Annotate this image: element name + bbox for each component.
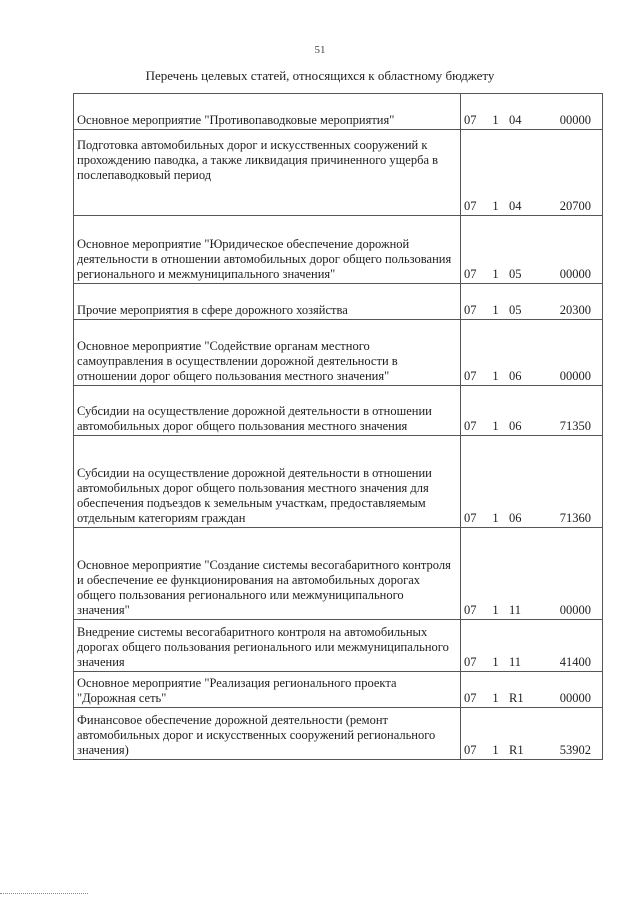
code-direction: 00000 [559, 603, 591, 617]
code-subprogram: 1 [492, 369, 499, 383]
code-event: R1 [509, 691, 524, 705]
article-name-cell [74, 620, 461, 672]
code-program: 07 [464, 267, 477, 281]
code-direction: 71360 [559, 511, 591, 525]
code-direction: 00000 [559, 267, 591, 281]
code-program: 07 [464, 369, 477, 383]
code-event: 05 [509, 267, 522, 281]
table-row [74, 386, 603, 436]
code-event: 04 [509, 199, 522, 213]
article-code-cell [461, 284, 603, 320]
article-name: Подготовка автомобильных дорог и искусственных сооружений к прохождению паводка, а также ликвидация причиненного ущерба в послепаводковый период [77, 138, 439, 182]
article-name-cell [74, 708, 461, 760]
article-name: Финансовое обеспечение дорожной деятельности (ремонт автомобильных дорог и искусственных сооружений регионального значения) [77, 713, 436, 757]
table-row [74, 620, 603, 672]
code-event: 11 [509, 655, 522, 669]
article-code-cell [461, 130, 603, 216]
article-name: Основное мероприятие "Создание системы весогабаритного контроля и обеспечение ее функционирования на автомобильных дорогах общего пользования регионального или межмуниципального значения" [77, 558, 451, 617]
article-name-cell [74, 284, 461, 320]
article-name-cell [74, 94, 461, 130]
table-row [74, 528, 603, 620]
article-name: Основное мероприятие "Противопаводковые мероприятия" [77, 113, 395, 127]
article-name: Субсидии на осуществление дорожной деятельности в отношении автомобильных дорог общего пользования местного значения [77, 404, 432, 433]
article-code-cell [461, 436, 603, 528]
article-code-cell [461, 216, 603, 284]
code-direction: 41400 [559, 655, 591, 669]
code-subprogram: 1 [492, 603, 499, 617]
code-direction: 20700 [559, 199, 591, 213]
code-program: 07 [464, 655, 477, 669]
article-code-cell [461, 528, 603, 620]
code-subprogram: 1 [492, 199, 499, 213]
table-row [74, 94, 603, 130]
article-name-cell [74, 672, 461, 708]
code-subprogram: 1 [492, 419, 499, 433]
article-code-cell [461, 672, 603, 708]
table-row [74, 130, 603, 216]
table-row [74, 436, 603, 528]
article-name-cell [74, 216, 461, 284]
table-row [74, 216, 603, 284]
code-event: 04 [509, 113, 522, 127]
code-subprogram: 1 [492, 655, 499, 669]
article-code-cell [461, 386, 603, 436]
code-program: 07 [464, 419, 477, 433]
code-direction: 71350 [559, 419, 591, 433]
code-subprogram: 1 [492, 511, 499, 525]
article-code-cell [461, 620, 603, 672]
table-row [74, 708, 603, 760]
code-program: 07 [464, 511, 477, 525]
article-name: Основное мероприятие "Содействие органам местного самоуправления в осуществлении дорожной деятельности в отношении дорог общего пользования местного значения" [77, 339, 398, 383]
article-code-cell [461, 320, 603, 386]
target-articles-table [73, 93, 603, 760]
code-program: 07 [464, 603, 477, 617]
article-name: Прочие мероприятия в сфере дорожного хозяйства [77, 303, 348, 317]
footer-divider [0, 893, 88, 894]
code-event: 11 [509, 603, 522, 617]
code-event: 05 [509, 303, 522, 317]
code-program: 07 [464, 199, 477, 213]
article-code-cell [461, 94, 603, 130]
article-name-cell [74, 320, 461, 386]
article-name: Основное мероприятие "Юридическое обеспечение дорожной деятельности в отношении автомобильных дорог общего пользования регионального и межмуниципального значения" [77, 237, 452, 281]
article-name: Внедрение системы весогабаритного контроля на автомобильных дорогах общего пользования регионального или межмуниципального значения [77, 625, 449, 669]
article-name-cell [74, 436, 461, 528]
article-name-cell [74, 130, 461, 216]
code-program: 07 [464, 743, 477, 757]
article-name-cell [74, 528, 461, 620]
code-direction: 20300 [559, 303, 591, 317]
code-subprogram: 1 [492, 691, 499, 705]
code-direction: 00000 [559, 369, 591, 383]
code-subprogram: 1 [492, 743, 499, 757]
code-direction: 53902 [559, 743, 591, 757]
code-event: R1 [509, 743, 524, 757]
code-program: 07 [464, 691, 477, 705]
article-name: Субсидии на осуществление дорожной деятельности в отношении автомобильных дорог общего пользования местного значения для обеспечения подъездов к земельным участкам, предоставляемым отдельным категориям граждан [77, 466, 432, 525]
article-name: Основное мероприятие "Реализация регионального проекта "Дорожная сеть" [77, 676, 397, 705]
code-program: 07 [464, 303, 477, 317]
page-number: 51 [314, 44, 326, 56]
code-event: 06 [509, 419, 522, 433]
page-title: Перечень целевых статей, относящихся к областному бюджету [145, 68, 495, 83]
table-row [74, 320, 603, 386]
code-event: 06 [509, 369, 522, 383]
code-subprogram: 1 [492, 303, 499, 317]
code-direction: 00000 [559, 691, 591, 705]
code-direction: 00000 [559, 113, 591, 127]
code-subprogram: 1 [492, 267, 499, 281]
table-row [74, 284, 603, 320]
article-code-cell [461, 708, 603, 760]
code-subprogram: 1 [492, 113, 499, 127]
code-event: 06 [509, 511, 522, 525]
article-name-cell [74, 386, 461, 436]
table-row [74, 672, 603, 708]
code-program: 07 [464, 113, 477, 127]
